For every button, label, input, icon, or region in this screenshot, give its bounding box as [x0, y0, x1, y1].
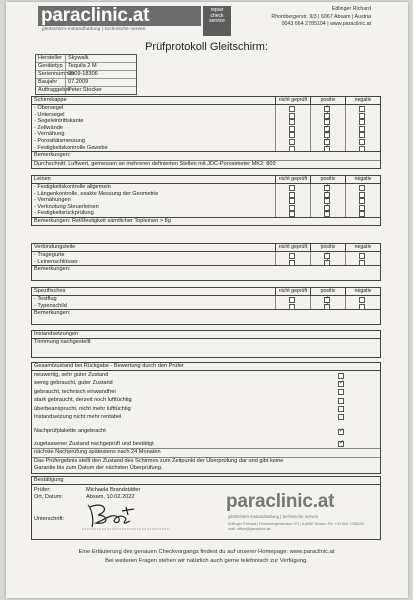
checklist-label: - Festigkeitskontrolle allgemein — [34, 184, 111, 190]
next-check-note: nächste Nachprüfung spätestens nach 24 Monaten — [32, 448, 380, 457]
condition-label: Nachprüfplakette angebracht — [34, 428, 106, 435]
disclaimer-line: Garantie bis zum Datum der nächsten Überprüfung. — [34, 465, 163, 472]
footer-line: Eine Erläuterung des genauen Checkvorgangs findest du auf unserer Homepage: www.paraclinic.at — [78, 549, 335, 555]
positive-checkbox[interactable] — [324, 211, 330, 217]
checkbox-cell — [345, 138, 380, 145]
column-header: positiv — [310, 288, 345, 295]
negative-checkbox[interactable] — [359, 304, 365, 310]
check-rows — [32, 184, 380, 217]
service-badge — [203, 6, 231, 36]
info-label: Gerätetyp — [38, 63, 63, 69]
checkbox-cell — [275, 204, 310, 211]
checkbox-cell — [275, 118, 310, 125]
checkbox-cell — [345, 303, 380, 310]
signature-line — [82, 525, 172, 533]
checkbox-cell — [275, 210, 310, 217]
address-line: Rhombergerstr. 9/3 | 6067 Absam | Austria — [271, 13, 371, 20]
stamp-address: Edlinger Richard | Rhombergerstrasse 9/3 | A-6067 Absam Tel: +43 664 2785104 mail: office@paraclinic.at — [228, 522, 365, 531]
checklist-label: - Typenschild — [34, 302, 67, 309]
remarks-space — [32, 318, 380, 324]
section-instandsetzungen — [31, 330, 381, 358]
info-label: Seriennummer — [38, 71, 75, 77]
logo: paraclinic.at — [41, 5, 150, 26]
condition-checkbox[interactable] — [338, 406, 344, 412]
checklist-label: - Porositätsmessung — [34, 137, 85, 144]
checkbox-cell — [345, 105, 380, 112]
page-title: Prüfprotokoll Gleitschirm: — [145, 41, 268, 53]
company-address — [271, 6, 371, 29]
checkbox-cell — [345, 184, 380, 191]
repairs-text: Trimmung nachgestellt — [34, 339, 91, 345]
info-row — [36, 71, 136, 79]
not-checked-checkbox[interactable] — [289, 260, 295, 266]
condition-label: wenig gebraucht, guter Zustand — [34, 380, 113, 387]
positive-checkbox[interactable] — [324, 146, 330, 152]
column-header: nicht geprüft — [275, 288, 310, 295]
info-value: Skywalk — [65, 55, 136, 62]
remarks-space — [32, 274, 380, 280]
condition-checkbox[interactable] — [338, 373, 344, 379]
section-header — [32, 363, 380, 371]
condition-row — [32, 413, 380, 421]
checkbox-cell — [280, 405, 380, 413]
checkbox-cell — [310, 210, 345, 217]
disclaimer-line: Das Prüfergebnis stellt den Zustand des Schirmes zum Zeitpunkt der Überprüfung dar und gibt keine — [32, 457, 380, 466]
checklist-label: - Festigkeitskontrolle Gewebe — [34, 144, 108, 151]
checkbox-cell — [280, 396, 380, 404]
badge-line: service — [209, 18, 225, 25]
condition-rows — [32, 371, 380, 421]
positive-checkbox[interactable] — [324, 260, 330, 266]
checkbox-cell — [345, 125, 380, 132]
place-date-label: Ort, Datum: — [34, 494, 63, 500]
column-header: positiv — [310, 176, 345, 183]
remarks-label: Bemerkungen: — [32, 309, 380, 318]
zugelassen-checkbox[interactable] — [338, 441, 344, 447]
condition-label: Instandsetzung nicht mehr rentabel — [34, 413, 122, 420]
checkbox-cell — [275, 197, 310, 204]
info-row — [36, 87, 136, 94]
checkbox-cell — [275, 131, 310, 138]
checklist-label: - Segeleintrittskante — [34, 118, 84, 125]
condition-row — [32, 396, 380, 404]
checkbox-cell — [345, 197, 380, 204]
stamp-logo: paraclinic.at — [226, 491, 335, 512]
section-schirmkappe — [31, 96, 381, 169]
device-info-table — [35, 54, 137, 95]
section-gesamtzustand — [31, 362, 381, 474]
condition-row — [32, 371, 380, 379]
info-value: Peter Stocker — [65, 87, 136, 94]
section-header — [32, 477, 380, 485]
info-label: Baujahr — [38, 79, 58, 85]
address-line: Edlinger Richard — [331, 6, 371, 12]
checkbox-cell — [310, 145, 345, 152]
column-header: negativ — [345, 176, 380, 183]
checklist-label: - Zellwände — [34, 124, 63, 131]
remarks-label: Bemerkungen: — [32, 151, 380, 160]
section-heading: Bestätigung — [34, 477, 64, 483]
info-row — [36, 63, 136, 71]
condition-row — [32, 440, 380, 448]
remarks-label: Bemerkungen: — [34, 217, 71, 224]
info-row — [36, 79, 136, 87]
checkbox-cell — [275, 252, 310, 259]
checkbox-cell — [345, 210, 380, 217]
check-rows — [32, 252, 380, 265]
checklist-label: - Festigkeitsrückprüfung — [34, 210, 94, 217]
checkbox-cell — [280, 379, 380, 387]
column-header: negativ — [345, 244, 380, 251]
section-verbindungsteile — [31, 243, 381, 281]
checkbox-cell — [275, 105, 310, 112]
check-rows — [32, 105, 380, 151]
plakette-checkbox[interactable] — [338, 429, 344, 435]
checkbox-cell — [275, 138, 310, 145]
address-line: 0043 664 2785104 | www.paraclinic.at — [281, 21, 371, 27]
section-heading: Instandsetzungen — [34, 331, 79, 337]
info-value: 07.2009 — [65, 79, 136, 86]
section-spezifisches — [31, 287, 381, 325]
checkbox-cell — [345, 191, 380, 198]
checkbox-cell — [280, 427, 380, 435]
negative-checkbox[interactable] — [359, 146, 365, 152]
remarks-text: Reißfestigkeit sämtlicher Topleinen > 8g — [71, 217, 171, 224]
not-checked-checkbox[interactable] — [289, 211, 295, 217]
condition-label: neuwertig, sehr guter Zustand — [34, 372, 109, 378]
condition-checkbox[interactable] — [338, 398, 344, 404]
signature-label: Unterschrift: — [34, 516, 65, 522]
checklist-label: - Vernähungen — [34, 197, 71, 204]
checkbox-cell — [345, 145, 380, 152]
check-rows — [32, 296, 380, 309]
section-heading: Schirmkappe — [34, 97, 67, 103]
repairs-space — [32, 347, 380, 357]
checkbox-cell — [275, 296, 310, 303]
checkbox-cell — [345, 204, 380, 211]
place-date-value: Absam, 10.02.2022 — [86, 494, 135, 500]
checkbox-cell — [280, 371, 380, 379]
condition-row — [32, 427, 380, 435]
condition-label: gebraucht, technisch einwandfrei — [34, 388, 116, 395]
badge-line: check — [210, 12, 224, 19]
checkbox-cell — [275, 184, 310, 191]
checkbox-cell — [275, 191, 310, 198]
checkbox-cell — [345, 112, 380, 119]
checkbox-cell — [310, 259, 345, 266]
checklist-label: - Testflug — [34, 296, 57, 302]
column-header: negativ — [345, 97, 380, 104]
checklist-label: - Obersegel — [34, 105, 64, 111]
column-header: positiv — [310, 97, 345, 104]
section-heading: Verbindungsteile — [34, 244, 76, 250]
condition-checkbox[interactable] — [338, 414, 344, 420]
checklist-row — [32, 259, 380, 266]
checkbox-cell — [280, 440, 380, 448]
checklist-row — [32, 303, 380, 310]
checkbox-cell — [310, 303, 345, 310]
section-heading: Gesamtzustand bei Rückgabe - Bewertung durch den Prüfer — [34, 363, 184, 369]
checklist-row — [32, 145, 380, 152]
checkbox-cell — [345, 118, 380, 125]
remarks-text: Durchschnitt: Luftwert, gemessen an mehreren definierten Stellen mit JDC-Porosimeter MK2: 809 — [32, 160, 380, 169]
positive-checkbox[interactable] — [324, 304, 330, 310]
column-header: negativ — [345, 288, 380, 295]
condition-label: stark gebraucht, derzeit noch lufttüchtig — [34, 397, 132, 404]
not-checked-checkbox[interactable] — [289, 146, 295, 152]
examiner-label: Prüfer: — [34, 487, 51, 493]
checkbox-cell — [275, 145, 310, 152]
checkbox-cell — [345, 259, 380, 266]
checklist-label: - Untersegel — [34, 111, 65, 118]
info-label: Hersteller — [38, 55, 62, 61]
condition-checkbox[interactable] — [338, 389, 344, 395]
checkbox-cell — [345, 131, 380, 138]
checkbox-cell — [275, 303, 310, 310]
checkbox-cell — [345, 252, 380, 259]
remarks-row — [32, 217, 380, 226]
info-label: Auftraggeber — [38, 87, 71, 93]
checklist-label: - Tragegurte — [34, 252, 65, 258]
not-checked-checkbox[interactable] — [289, 304, 295, 310]
column-header: nicht geprüft — [275, 97, 310, 104]
column-header: nicht geprüft — [275, 244, 310, 251]
checkbox-cell — [275, 112, 310, 119]
negative-checkbox[interactable] — [359, 260, 365, 266]
section-leinen — [31, 175, 381, 226]
column-header: nicht geprüft — [275, 176, 310, 183]
condition-row — [32, 405, 380, 413]
info-value: 2509-18306 — [65, 71, 136, 78]
checklist-label: - Leinenschlösser — [34, 258, 78, 265]
checklist-row — [32, 210, 380, 217]
checklist-label: - Längenkontrolle, exakte Messung der Geometrie — [34, 190, 159, 197]
section-header — [32, 331, 380, 339]
checklist-label: - Verknotung Steuerleinen — [34, 203, 99, 210]
info-value: Tequila 2 M — [65, 63, 136, 70]
logo-subtitle: gleitschirm-instandhaltung | technische nerven — [42, 26, 146, 31]
examiner-name: Michaela Brandstätter — [86, 487, 141, 493]
condition-row — [32, 388, 380, 396]
condition-row — [32, 379, 380, 387]
checkbox-cell — [275, 125, 310, 132]
checklist-label: - Vernähung — [34, 131, 65, 138]
badge-line: repair — [210, 7, 224, 13]
condition-label: zugelassener Zustand nachgeprüft und bestätigt — [34, 440, 154, 447]
footer-line: Bei weiteren Fragen stehen wir natürlich auch gerne telefonisch zur Verfügung. — [105, 558, 308, 564]
remarks-label: Bemerkungen: — [32, 265, 380, 274]
section-heading: Spezifisches — [34, 288, 66, 294]
negative-checkbox[interactable] — [359, 211, 365, 217]
condition-label: überbeansprucht, nicht mehr lufttüchtig — [34, 405, 131, 412]
checkbox-cell — [345, 296, 380, 303]
checkbox-cell — [275, 259, 310, 266]
condition-checkbox[interactable] — [338, 381, 344, 387]
checkbox-cell — [280, 388, 380, 396]
stamp-subtitle: gleitschirm-instandhaltung | technische nerven — [228, 514, 319, 519]
checkbox-cell — [280, 413, 380, 421]
section-heading: Leinen — [34, 176, 51, 182]
column-header: positiv — [310, 244, 345, 251]
info-row — [36, 55, 136, 63]
